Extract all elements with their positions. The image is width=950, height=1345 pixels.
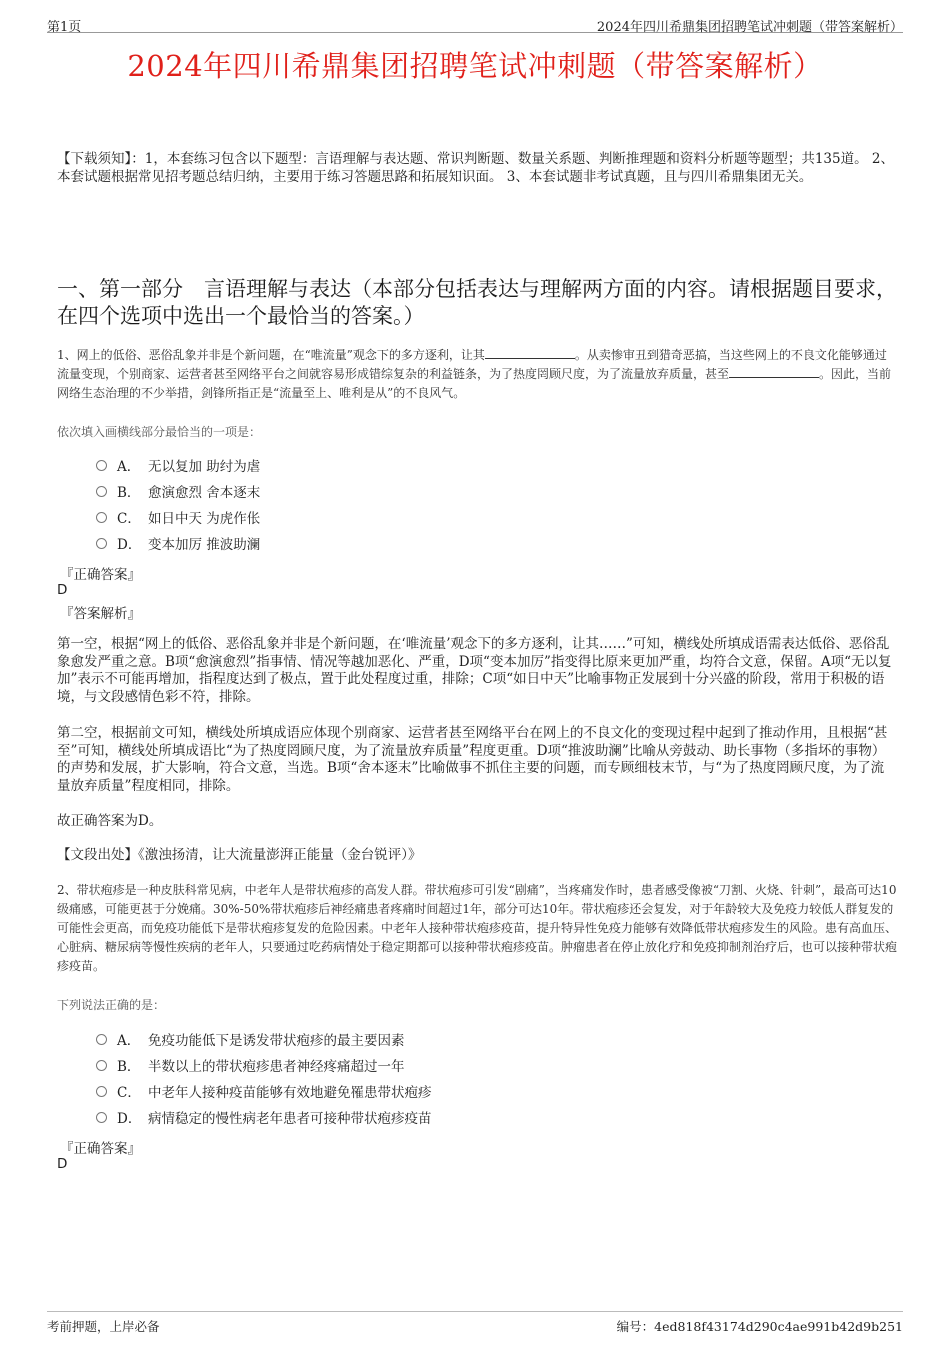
option-a[interactable]: A． 无以复加 助纣为虐 [96, 452, 260, 478]
fill-blank-2 [729, 366, 819, 378]
radio-icon[interactable] [96, 538, 107, 549]
section-heading: 一、第一部分 言语理解与表达（本部分包括表达与理解两方面的内容。请根据题目要求，在四个选项中选出一个最恰当的答案。） [57, 277, 897, 328]
analysis-conclusion: 故正确答案为D。 [57, 813, 163, 829]
option-a[interactable]: A． 免疫功能低下是诱发带状疱疹的最主要因素 [96, 1026, 432, 1052]
radio-icon[interactable] [96, 512, 107, 523]
radio-icon[interactable] [96, 486, 107, 497]
radio-icon[interactable] [96, 1112, 107, 1123]
answer-value: D [57, 582, 68, 598]
question-2-stem: 2、带状疱疹是一种皮肤科常见病，中老年人是带状疱疹的高发人群。带状疱疹可引发“剧痛”，当疼痛发作时，患者感受像被“刀割、火烧、针刺”，最高可达10级痛感，可能更甚于分娩痛。30%-50%带状疱疹后神经痛患者疼痛时间超过1年，部分可达10年。带状疱疹还会复发，对于年龄较大及免疫力较低人群复发的可能性会更高，而免疫功能低下是带状疱疹复发的危险因素。中老年人接种带状疱疹疫苗，提升特异性免疫力能够有效降低带状疱疹发生的风险。患有高血压、心脏病、糖尿病等慢性疾病的老年人，只要通过吃药病情处于稳定期都可以接种带状疱疹疫苗。肿瘤患者在停止放化疗和免疫抑制剂治疗后，也可以接种带状疱疹疫苗。 [57, 883, 898, 973]
radio-icon[interactable] [96, 1034, 107, 1045]
option-b[interactable]: B． 愈演愈烈 舍本逐末 [96, 478, 260, 504]
option-b[interactable]: B． 半数以上的带状疱疹患者神经疼痛超过一年 [96, 1052, 432, 1078]
answer-label: 『正确答案』 [60, 567, 141, 583]
analysis-paragraph: 第二空，根据前文可知，横线处所填成语应体现个别商家、运营者甚至网络平台在网上的不良文化的变现过程中起到了推动作用，且根据“甚至”可知，横线处所填成语比“为了热度罔顾尺度，为了流量放弃质量”程度更重。D项“推波助澜”比喻从旁鼓动、助长事物（多指坏的事物）的声势和发展，扩大影响，符合文意，当选。B项“舍本逐末”比喻做事不抓住主要的问题，而专顾细枝末节，与“为了热度罔顾尺度，为了流量放弃质量”程度相同，排除。 [57, 725, 888, 794]
option-d[interactable]: D． 病情稳定的慢性病老年患者可接种带状疱疹疫苗 [96, 1104, 432, 1130]
question-1-stem: 1、网上的低俗、恶俗乱象并非是个新问题，在“唯流量”观念下的多方逐利，让其 。从卖惨审丑到猎奇恶搞，当这些网上的不良文化能够通过流量变现，个别商家、运营者甚至网络平台之间就容易形成错综复杂的利益链条，为了热度罔顾尺度，为了流量放弃质量，甚至 。因此，当前网络生态治理的不少举措，剑锋所指正是“流量至上、唯利是从”的不良风气。 [57, 348, 892, 400]
header-doc-title: 2024年四川希鼎集团招聘笔试冲刺题（带答案解析） [596, 20, 903, 35]
analysis-paragraph: 第一空，根据“网上的低俗、恶俗乱象并非是个新问题，在‘唯流量’观念下的多方逐利，让其……”可知，横线处所填成语需表达低俗、恶俗乱象愈发严重之意。B项“愈演愈烈”指事情、情况等越加恶化、严重，D项“变本加厉”指变得比原来更加严重，均符合文意，保留。A项“无以复加”表示不可能再增加，指程度达到了极点，置于此处程度过重，排除；C项“如日中天”比喻事物正发展到十分兴盛的阶段，常用于积极的语境，与文段感情色彩不符，排除。 [57, 636, 892, 705]
source-citation: 【文段出处】《激浊扬清，让大流量澎湃正能量（金台锐评）》 [57, 847, 422, 863]
download-notice: 【下载须知】：1，本套练习包含以下题型：言语理解与表达题、常识判断题、数量关系题、判断推理题和资料分析题等题型；共135道。 2、本套试题根据常见招考题总结归纳，主要用于练习答题思路和拓展知识面。 3、本套试题非考试真题，且与四川希鼎集团无关。 [57, 151, 894, 185]
question-1-prompt: 依次填入画横线部分最恰当的一项是： [57, 425, 262, 439]
question-1-options [96, 452, 260, 556]
option-c[interactable]: C． 中老年人接种疫苗能够有效地避免罹患带状疱疹 [96, 1078, 432, 1104]
analysis-label: 『答案解析』 [60, 606, 141, 622]
document-title: 2024年四川希鼎集团招聘笔试冲刺题（带答案解析） [127, 49, 823, 83]
question-2-prompt: 下列说法正确的是： [57, 998, 166, 1012]
question-2-options [96, 1026, 432, 1130]
radio-icon[interactable] [96, 460, 107, 471]
footer-slogan: 考前押题，上岸必备 [47, 1319, 160, 1334]
page-header [47, 14, 903, 33]
page-footer [47, 1311, 903, 1334]
option-d[interactable]: D． 变本加厉 推波助澜 [96, 530, 260, 556]
radio-icon[interactable] [96, 1086, 107, 1097]
footer-serial: 编号：4ed818f43174d290c4ae991b42d9b251 [616, 1319, 903, 1334]
answer-value: D [57, 1156, 68, 1172]
option-c[interactable]: C． 如日中天 为虎作伥 [96, 504, 260, 530]
fill-blank-1 [485, 347, 575, 359]
page-number: 第1页 [47, 20, 82, 35]
answer-label: 『正确答案』 [60, 1141, 141, 1157]
radio-icon[interactable] [96, 1060, 107, 1071]
